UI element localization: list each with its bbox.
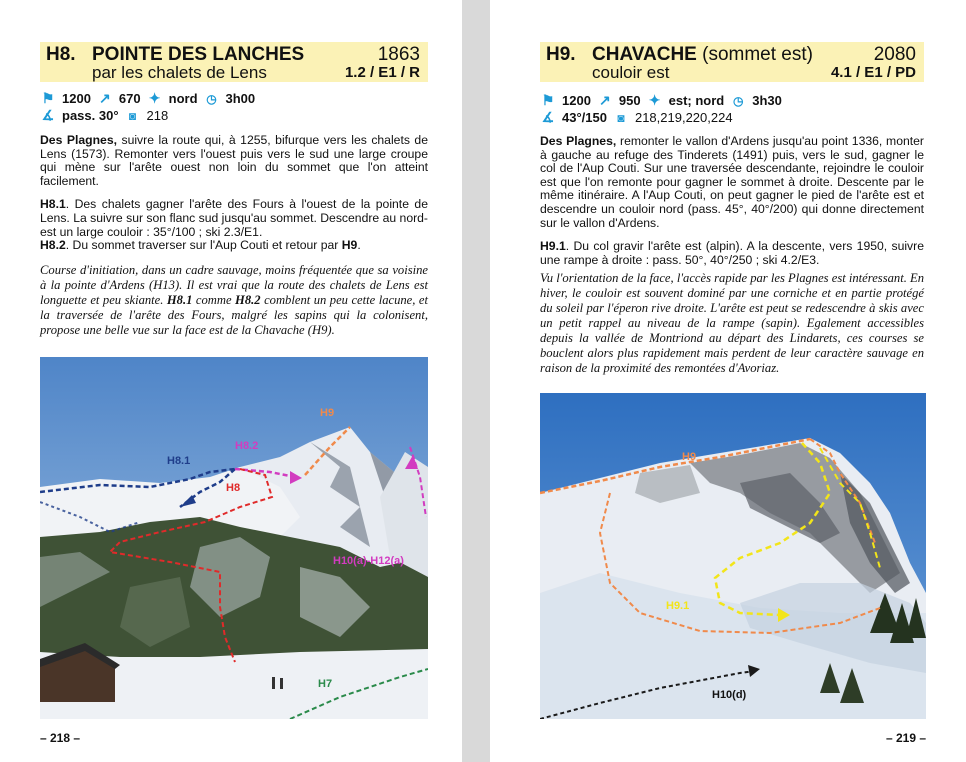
photo-label-h8-1: H8.1	[167, 455, 191, 467]
photo-label-h9-1: H9.1	[666, 600, 690, 612]
variant-text: .	[357, 238, 361, 253]
orientation: est; nord	[668, 93, 725, 108]
route-ref: H9	[341, 238, 358, 253]
photo-label-h10d: H10(d)	[712, 689, 747, 701]
duration: 3h00	[225, 91, 256, 106]
elevation-gain: 950	[618, 93, 641, 108]
slope: 43°/150	[562, 110, 607, 125]
route-subtitle: par les chalets de Lens	[92, 63, 267, 82]
summit-altitude: 2080	[873, 44, 916, 65]
photo-label-h8: H8	[226, 482, 241, 494]
start-point: Des Plagnes,	[540, 134, 617, 148]
route-stats	[540, 92, 782, 126]
page-219	[490, 0, 966, 762]
description-text: suivre la route qui, à 1255, bifurque vers les chalets de Lens (1573). Remonter vers l'ouest puis vers le sud une large croupe qui mène sur l'arête ouest non loin du sommet que l'on atteint facilement.	[40, 133, 428, 188]
variant-label: H9.1	[540, 239, 566, 254]
description-text: remonter le vallon d'Ardens jusqu'au point 1336, monter à gauche au refuge des Tinderets (1491) puis, vers le sud, gagner le col de l'Aup Couti. Sur une traversée descendante, rejoindre le couloir est que l'on remonte pour gagner le sommet à droite. Descente par le même itinéraire. A l'Aup Couti, on peut gagner le pied de l'arête est et descendre un couloir nord (pass. 45°, 40°/200) qui donne directement sur le vallon d'Ardens.	[540, 134, 924, 230]
page-number: – 218 –	[40, 731, 81, 745]
variant-text: . Des chalets gagner l'arête des Fours à l'ouest de la pointe de Lens. La suivre sur son flanc sud jusqu'au sommet. Descendre au nord-est un large couloir : 35°/100 ; ski 2.3/E1.	[40, 197, 428, 239]
slope: pass. 30°	[62, 108, 119, 123]
route-stats	[40, 90, 255, 124]
route-photo-h9	[540, 393, 926, 719]
route-commentary: Vu l'orientation de la face, l'accès rapide par les Plagnes est intéressant. En hiver, le couloir est souvent dominé par une corniche et en partie protégé du soleil par l'éperon rive droite. L'arête est peut se redescendre à skis avec un petit rappel au niveau de la rampe (sapin). Egalement accessibles depuis la vallée de Montriond au départ des Lindarets, ces courses se bouclent alors plus rapidement mais perdent de leur caractère sauvage en raison de la proximité des remontées d'Avoriaz.	[540, 271, 924, 376]
duration: 3h30	[752, 93, 782, 108]
variant-text: . Du col gravir l'arête est (alpin). A la descente, vers 1950, suivre une rampe à droite : pass. 50°, 40°/250 ; ski 4.2/E3.	[540, 239, 924, 267]
clock-icon: ◷	[733, 93, 744, 108]
compass-star-icon: ✦	[148, 90, 161, 106]
elevation-gain-icon: ↗	[599, 92, 611, 108]
page-number: – 219 –	[886, 731, 927, 745]
route-commentary: Course d'initiation, dans un cadre sauvage, moins fréquentée que sa voisine à la pointe d'Ardens (H13). Il est vrai que la route des chalets de Lens est longuette et peu skiante. H8.1 comme H8.2 comblent un peu cette lacune, et la traversée de l'arête des Fours, malgré les sapins qui la colonisent, propose une belle vue sur la face est de la Chavache (H9).	[40, 262, 428, 337]
variant-label: H8.1	[40, 197, 66, 212]
camera-icon: ◙	[617, 110, 625, 125]
route-code: H8.	[46, 44, 76, 65]
route-grade: 1.2 / E1 / R	[344, 64, 420, 81]
slope-angle-icon: ∡	[41, 107, 55, 123]
photo-label-h8-2: H8.2	[235, 440, 259, 452]
photo-label-h10: H10(a)-H12(a)	[333, 555, 404, 567]
route-name: POINTE DES LANCHES	[92, 44, 305, 65]
photo-label-h7: H7	[318, 678, 333, 690]
slope-angle-icon: ∡	[541, 109, 555, 125]
photo-refs: 218	[146, 108, 169, 123]
route-subtitle: couloir est	[592, 63, 670, 82]
orientation: nord	[168, 91, 198, 106]
clock-icon: ◷	[206, 91, 217, 106]
variant-text: . Du sommet traverser sur l'Aup Couti et retour par	[65, 238, 342, 253]
route-title-band	[540, 42, 924, 82]
photo-label-h9: H9	[682, 451, 697, 463]
route-photo-h8	[40, 357, 428, 719]
summit-altitude: 1863	[377, 44, 420, 65]
photo-label-h9: H9	[320, 407, 335, 419]
camera-icon: ◙	[128, 108, 137, 123]
route-title-band	[40, 42, 428, 82]
start-point: Des Plagnes,	[40, 133, 117, 147]
page-218	[0, 0, 462, 762]
route-grade: 4.1 / E1 / PD	[830, 64, 916, 81]
route-description	[40, 134, 428, 348]
photo-refs: 218,219,220,224	[634, 110, 733, 125]
route-name: CHAVACHE (sommet est)	[592, 44, 813, 65]
flag-icon: ⚑	[541, 92, 555, 108]
start-altitude: 1200	[62, 91, 91, 106]
flag-icon: ⚑	[41, 90, 55, 106]
elevation-gain-icon: ↗	[99, 90, 111, 106]
start-altitude: 1200	[562, 93, 591, 108]
elevation-gain: 670	[118, 91, 141, 106]
route-description	[540, 135, 924, 386]
route-code: H9.	[546, 44, 576, 65]
variant-label: H8.2	[40, 238, 66, 253]
compass-star-icon: ✦	[648, 92, 661, 108]
